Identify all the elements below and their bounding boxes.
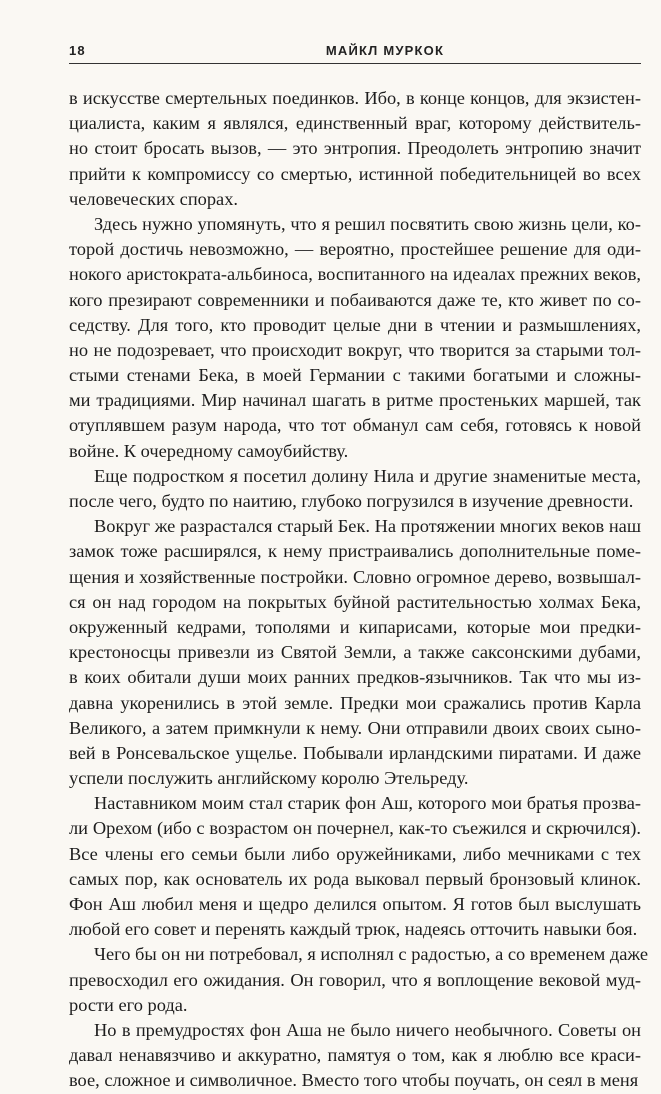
text-line: прийти к компромиссу со смертью, истинной победительницей во всех bbox=[69, 163, 641, 184]
running-head-author: МАЙКЛ МУРКОК bbox=[325, 43, 445, 58]
text-line: щения и хозяйственные постройки. Словно огромное дерево, возвышал- bbox=[69, 566, 641, 587]
text-line: отуплявшем разум народа, что тот обманул сам себя, готовясь к новой bbox=[69, 415, 641, 436]
text-line: Великого, а затем примкнули к нему. Они отправили двоих своих сыно- bbox=[69, 717, 641, 738]
text-line: седству. Для того, кто проводит целые дни в чтении и размышлениях, bbox=[69, 314, 641, 335]
page-number: 18 bbox=[69, 43, 86, 58]
text-line: кого презирают современники и побаиваются даже те, кто живет по со- bbox=[69, 289, 641, 310]
paragraph bbox=[69, 1018, 641, 1094]
text-line: давна укоренились в этой земле. Предки мои сражались против Карла bbox=[69, 692, 641, 713]
text-line: превосходил его ожидания. Он говорил, что я воплощение вековой муд- bbox=[69, 969, 641, 990]
text-line: человеческих спорах. bbox=[69, 188, 239, 209]
text-line: Но в премудростях фон Аша не было ничего необычного. Советы он bbox=[94, 1019, 641, 1040]
text-line: Еще подростком я посетил долину Нила и другие знаменитые места, bbox=[94, 465, 641, 486]
header-rule bbox=[69, 63, 641, 64]
paragraph bbox=[69, 86, 641, 212]
paragraph bbox=[69, 791, 641, 942]
text-line: самых пор, как основатель их рода выковал первый бронзовый клинок. bbox=[69, 868, 641, 889]
text-line: после чего, будто по наитию, глубоко погрузился в изучение древности. bbox=[69, 491, 634, 511]
text-line: крестоносцы привезли из Святой Земли, а также саксонскими дубами, bbox=[69, 642, 641, 663]
text-line: Вокруг же разрастался старый Бек. На протяжении многих веков наш bbox=[94, 516, 641, 537]
text-line: войне. К очередному самоубийству. bbox=[69, 440, 349, 461]
text-line: успели послужить английскому королю Этельреду. bbox=[69, 768, 469, 789]
text-line: в искусстве смертельных поединков. Ибо, в конце концов, для экзистен- bbox=[69, 88, 641, 108]
text-line: но не подозревает, что происходит вокруг, что творится за старыми тол- bbox=[69, 339, 641, 360]
text-line: нокого аристократа-альбиноса, воспитанного на идеалах прежних веков, bbox=[69, 264, 641, 285]
text-line: Фон Аш любил меня и щедро делился опытом. Я готов был выслушать bbox=[69, 894, 641, 914]
text-line: ми традициями. Мир начинал шагать в ритме простеньких маршей, так bbox=[69, 390, 641, 411]
text-line: вое, сложное и символичное. Вместо того чтобы поучать, он сеял в меня bbox=[69, 1070, 639, 1091]
paragraph bbox=[69, 942, 649, 1018]
paragraph bbox=[69, 212, 641, 464]
text-line: ся он над городом на покрытых буйной растительностью холмах Бека, bbox=[69, 591, 641, 612]
text-line: Наставником моим стал старик фон Аш, которого мои братья прозва- bbox=[94, 793, 641, 814]
text-line: циалиста, каким я являлся, единственный враг, которому действитель- bbox=[69, 113, 641, 134]
text-line: ли Орехом (ибо с возрастом он почернел, как-то съежился и скрючился). bbox=[69, 818, 641, 839]
paragraph bbox=[69, 514, 641, 791]
text-line: стыми стенами Бека, в моей Германии с такими богатыми и сложны- bbox=[69, 365, 641, 386]
text-line: Здесь нужно упомянуть, что я решил посвятить свою жизнь цели, ко- bbox=[94, 213, 641, 234]
text-line: Все члены его семьи были либо оружейниками, либо мечниками с тех bbox=[69, 843, 641, 864]
text-line: замок тоже расширялся, к нему пристраивались дополнительные поме- bbox=[69, 541, 641, 562]
text-line: давал ненавязчиво и аккуратно, памятуя о том, как я люблю все краси- bbox=[69, 1045, 641, 1066]
text-line: любой его совет и перенять каждый трюк, надеясь отточить навыки боя. bbox=[69, 919, 638, 940]
body-text bbox=[69, 86, 649, 1094]
text-line: рости его рода. bbox=[69, 994, 188, 1015]
running-head bbox=[69, 34, 641, 62]
text-line: но стоит бросать вызов, — это энтропия. Преодолеть энтропию значит bbox=[69, 138, 641, 159]
text-line: Чего бы он ни потребовал, я исполнял с радостью, а со временем даже bbox=[94, 944, 649, 965]
text-line: торой достичь невозможно, — вероятно, простейшее решение для оди- bbox=[69, 239, 641, 260]
text-line: вей в Ронсевальское ущелье. Побывали ирландскими пиратами. И даже bbox=[69, 742, 641, 763]
paragraph bbox=[69, 464, 641, 514]
text-line: в коих обитали души моих ранних предков-язычников. Так что мы из- bbox=[69, 667, 641, 688]
text-line: окруженный кедрами, тополями и кипарисами, которые мои предки- bbox=[69, 616, 641, 637]
